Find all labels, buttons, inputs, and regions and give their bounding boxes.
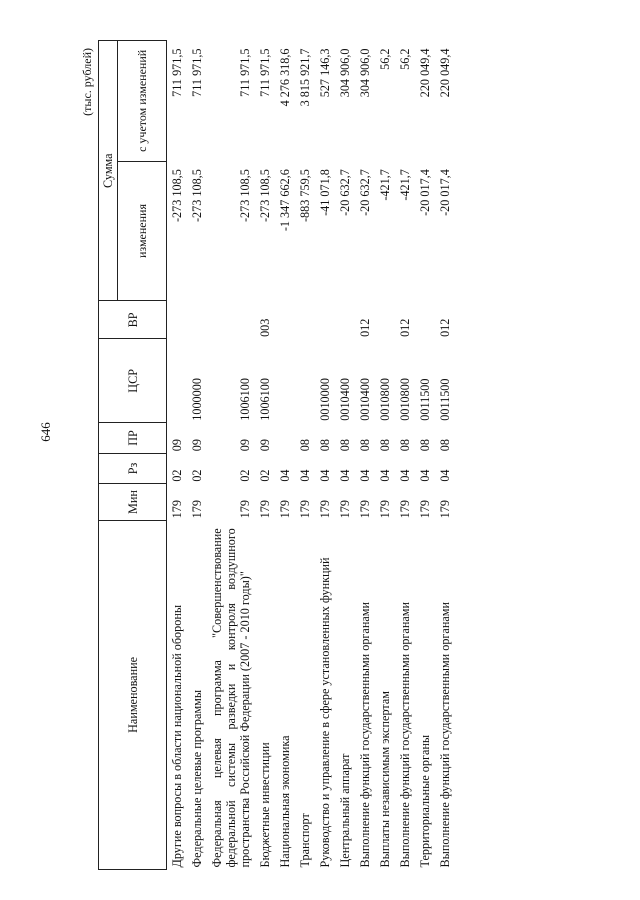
row-csr: 1006100	[238, 378, 252, 421]
row-izmeneniya: -20 017,4	[438, 169, 452, 216]
row-izmeneniya: -421,7	[378, 169, 392, 201]
row-csr: 0011500	[418, 378, 432, 421]
row-pr: 09	[258, 439, 272, 452]
page-number: 646	[38, 422, 53, 442]
row-vr: 012	[438, 318, 452, 337]
row-csr: 1006100	[258, 378, 272, 421]
table-row	[315, 41, 335, 870]
row-s-uchetom: 304 906,0	[358, 48, 372, 98]
row-rz: 04	[398, 469, 412, 482]
row-pr	[275, 423, 295, 453]
units-label: (тыс. рублей)	[80, 48, 94, 116]
row-csr: 0010400	[338, 378, 352, 421]
row-vr	[207, 301, 255, 339]
row-min: 179	[378, 500, 392, 519]
row-name: Выполнение функций государственными органами	[438, 601, 452, 868]
row-pr: 08	[298, 439, 312, 452]
header-name: Наименование	[99, 520, 167, 869]
budget-table	[98, 40, 455, 870]
row-pr: 08	[338, 439, 352, 452]
row-min: 179	[338, 500, 352, 519]
header-izmeneniya: изменения	[118, 161, 167, 301]
row-name: Национальная экономика	[278, 735, 292, 868]
table-body	[167, 41, 456, 870]
row-vr	[295, 301, 315, 339]
row-s-uchetom: 527 146,3	[318, 48, 332, 98]
row-rz: 02	[190, 469, 204, 482]
row-rz: 04	[438, 469, 452, 482]
row-name: Выполнение функций государственными органами	[358, 601, 372, 868]
table-row	[207, 41, 255, 870]
row-min: 179	[258, 500, 272, 519]
row-pr: 08	[418, 439, 432, 452]
row-pr: 08	[438, 439, 452, 452]
table-row	[355, 41, 375, 870]
row-pr: 09	[238, 439, 252, 452]
header-rz: Рз	[99, 453, 167, 483]
row-vr: 003	[258, 318, 272, 337]
row-s-uchetom: 56,2	[398, 48, 412, 70]
table-row	[335, 41, 355, 870]
row-izmeneniya: -41 071,8	[318, 169, 332, 216]
row-rz: 04	[418, 469, 432, 482]
row-min: 179	[318, 500, 332, 519]
row-izmeneniya: -20 632,7	[338, 169, 352, 216]
row-s-uchetom: 220 049,4	[418, 48, 432, 98]
row-csr: 0010000	[318, 378, 332, 421]
row-s-uchetom: 4 276 318,6	[278, 48, 292, 107]
row-izmeneniya: -273 108,5	[190, 169, 204, 222]
row-name: Территориальные органы	[418, 734, 432, 868]
row-vr: 012	[358, 318, 372, 337]
row-rz: 02	[238, 469, 252, 482]
row-izmeneniya: -273 108,5	[170, 169, 184, 222]
row-pr: 08	[398, 439, 412, 452]
row-name: Выполнение функций государственными органами	[398, 601, 412, 868]
row-pr: 08	[378, 439, 392, 452]
row-name: Транспорт	[298, 813, 312, 868]
row-csr: 0010800	[398, 378, 412, 421]
row-s-uchetom: 3 815 921,7	[298, 48, 312, 107]
row-csr: 0010800	[378, 378, 392, 421]
row-s-uchetom: 56,2	[378, 48, 392, 70]
row-csr	[167, 339, 188, 423]
table-row	[187, 41, 207, 870]
table-row	[295, 41, 315, 870]
table-row	[415, 41, 435, 870]
row-vr	[375, 301, 395, 339]
row-name: Федеральная целевая программа "Совершенствование федеральной системы разведки и контроля воздушного пространства Российской Федерации (2007 - 2010 годы)"	[210, 528, 252, 868]
row-s-uchetom: 711 971,5	[190, 48, 204, 97]
row-vr	[415, 301, 435, 339]
row-rz: 04	[338, 469, 352, 482]
row-izmeneniya: -1 347 662,6	[278, 169, 292, 232]
row-vr	[275, 301, 295, 339]
row-vr	[335, 301, 355, 339]
row-s-uchetom: 711 971,5	[258, 48, 272, 97]
row-s-uchetom: 711 971,5	[170, 48, 184, 97]
row-csr	[275, 339, 295, 423]
row-csr: 0011500	[438, 378, 452, 421]
row-csr: 0010400	[358, 378, 372, 421]
row-izmeneniya: -273 108,5	[238, 169, 252, 222]
header-vr: ВР	[99, 301, 167, 339]
table-row	[255, 41, 275, 870]
table-row	[435, 41, 455, 870]
row-min: 179	[418, 500, 432, 519]
row-rz: 04	[318, 469, 332, 482]
table-row	[167, 41, 188, 870]
row-name: Руководство и управление в сфере установленных функций	[318, 557, 332, 868]
row-izmeneniya: -883 759,5	[298, 169, 312, 222]
row-izmeneniya: -421,7	[398, 169, 412, 201]
row-name: Центральный аппарат	[338, 753, 352, 868]
row-min: 179	[278, 500, 292, 519]
row-rz: 04	[378, 469, 392, 482]
row-izmeneniya: -273 108,5	[258, 169, 272, 222]
row-rz: 02	[258, 469, 272, 482]
row-s-uchetom: 304 906,0	[338, 48, 352, 98]
row-pr: 08	[318, 439, 332, 452]
row-vr: 012	[398, 318, 412, 337]
row-min: 179	[238, 500, 252, 519]
row-izmeneniya: -20 632,7	[358, 169, 372, 216]
row-rz: 04	[278, 469, 292, 482]
row-min: 179	[438, 500, 452, 519]
row-name: Бюджетные инвестиции	[258, 742, 272, 868]
table-row	[395, 41, 415, 870]
header-s-uchetom: с учетом изменений	[118, 41, 167, 162]
row-rz: 02	[170, 469, 184, 482]
row-vr	[167, 301, 188, 339]
row-csr: 1000000	[190, 378, 204, 421]
row-pr: 09	[170, 439, 184, 452]
row-izmeneniya: -20 017,4	[418, 169, 432, 216]
row-min: 179	[190, 500, 204, 519]
header-csr: ЦСР	[99, 339, 167, 423]
header-min: Мин	[99, 484, 167, 521]
row-vr	[315, 301, 335, 339]
table-row	[375, 41, 395, 870]
row-rz: 04	[358, 469, 372, 482]
rotated-table-area	[80, 40, 560, 870]
row-min: 179	[298, 500, 312, 519]
row-s-uchetom: 711 971,5	[238, 48, 252, 97]
row-s-uchetom: 220 049,4	[438, 48, 452, 98]
header-summa: Сумма	[99, 41, 118, 301]
row-name: Другие вопросы в области национальной обороны	[170, 604, 184, 868]
row-rz: 04	[298, 469, 312, 482]
table-row	[275, 41, 295, 870]
header-pr: ПР	[99, 423, 167, 453]
row-name: Выплаты независимым экспертам	[378, 691, 392, 868]
row-pr: 08	[358, 439, 372, 452]
row-name: Федеральные целевые программы	[190, 689, 204, 868]
row-min: 179	[398, 500, 412, 519]
row-min: 179	[358, 500, 372, 519]
row-vr	[187, 301, 207, 339]
row-csr	[295, 339, 315, 423]
row-pr: 09	[190, 439, 204, 452]
row-min: 179	[170, 500, 184, 519]
